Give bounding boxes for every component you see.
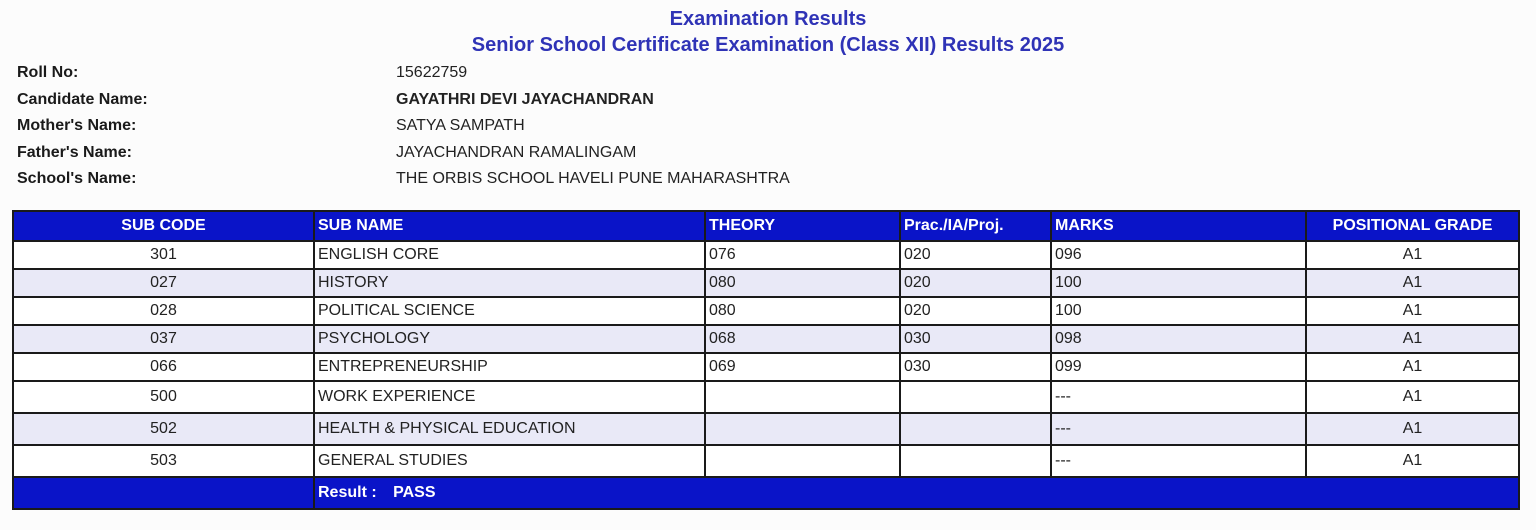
practical-cell — [900, 381, 1051, 413]
theory-cell — [705, 413, 900, 445]
grade-cell: A1 — [1306, 353, 1519, 381]
sub-code-cell: 027 — [13, 269, 314, 297]
result-cell — [314, 477, 1519, 509]
grade-cell: A1 — [1306, 413, 1519, 445]
theory-cell: 068 — [705, 325, 900, 353]
marks-cell: --- — [1051, 413, 1306, 445]
sub-code-cell: 066 — [13, 353, 314, 381]
marks-cell: --- — [1051, 445, 1306, 477]
marks-table — [12, 210, 1520, 510]
table-row — [13, 413, 1519, 445]
sub-name-cell: WORK EXPERIENCE — [314, 381, 705, 413]
marks-cell: 096 — [1051, 241, 1306, 269]
sub-name-cell: HEALTH & PHYSICAL EDUCATION — [314, 413, 705, 445]
theory-cell — [705, 445, 900, 477]
theory-cell: 076 — [705, 241, 900, 269]
father-name-row — [17, 140, 1117, 167]
roll-no-value: 15622759 — [396, 64, 468, 82]
table-header-row — [13, 211, 1519, 241]
practical-cell — [900, 413, 1051, 445]
sub-name-cell: HISTORY — [314, 269, 705, 297]
marks-cell: 098 — [1051, 325, 1306, 353]
table-row — [13, 445, 1519, 477]
mother-name-row — [17, 113, 1117, 140]
father-name-value: JAYACHANDRAN RAMALINGAM — [396, 143, 637, 161]
sub-name-cell: PSYCHOLOGY — [314, 325, 705, 353]
theory-cell: 080 — [705, 269, 900, 297]
school-name-value: THE ORBIS SCHOOL HAVELI PUNE MAHARASHTRA — [396, 170, 790, 188]
table-row — [13, 241, 1519, 269]
marks-cell: 099 — [1051, 353, 1306, 381]
header-theory: THEORY — [705, 211, 900, 241]
grade-cell: A1 — [1306, 445, 1519, 477]
candidate-name-row — [17, 87, 1117, 114]
practical-cell: 030 — [900, 325, 1051, 353]
result-label: Result : — [318, 484, 377, 501]
sub-name-cell: ENGLISH CORE — [314, 241, 705, 269]
candidate-name-value: GAYATHRI DEVI JAYACHANDRAN — [396, 90, 654, 108]
result-row — [13, 477, 1519, 509]
table-row — [13, 353, 1519, 381]
sub-name-cell: GENERAL STUDIES — [314, 445, 705, 477]
practical-cell: 020 — [900, 269, 1051, 297]
sub-code-cell: 037 — [13, 325, 314, 353]
mother-name-label: Mother's Name: — [17, 117, 137, 135]
header-practical: Prac./IA/Proj. — [900, 211, 1051, 241]
result-value: PASS — [393, 484, 436, 501]
school-name-row — [17, 166, 1117, 193]
sub-name-cell: POLITICAL SCIENCE — [314, 297, 705, 325]
mother-name-value: SATYA SAMPATH — [396, 117, 525, 135]
table-row — [13, 297, 1519, 325]
roll-no-row — [17, 60, 1117, 87]
page-title: Examination Results — [669, 8, 867, 30]
grade-cell: A1 — [1306, 269, 1519, 297]
theory-cell: 069 — [705, 353, 900, 381]
sub-code-cell: 503 — [13, 445, 314, 477]
grade-cell: A1 — [1306, 381, 1519, 413]
practical-cell: 020 — [900, 297, 1051, 325]
marks-cell: 100 — [1051, 269, 1306, 297]
school-name-label: School's Name: — [17, 170, 137, 188]
father-name-label: Father's Name: — [17, 143, 132, 161]
practical-cell: 020 — [900, 241, 1051, 269]
page-subtitle: Senior School Certificate Examination (Class XII) Results 2025 — [471, 34, 1065, 56]
header-sub-name: SUB NAME — [314, 211, 705, 241]
candidate-info — [17, 60, 1117, 193]
header-marks: MARKS — [1051, 211, 1306, 241]
table-row — [13, 381, 1519, 413]
sub-code-cell: 500 — [13, 381, 314, 413]
result-spacer-cell — [13, 477, 314, 509]
grade-cell: A1 — [1306, 297, 1519, 325]
sub-code-cell: 028 — [13, 297, 314, 325]
grade-cell: A1 — [1306, 241, 1519, 269]
candidate-name-label: Candidate Name: — [17, 90, 148, 108]
header-positional-grade: POSITIONAL GRADE — [1306, 211, 1519, 241]
table-row — [13, 269, 1519, 297]
grade-cell: A1 — [1306, 325, 1519, 353]
marks-cell: --- — [1051, 381, 1306, 413]
practical-cell: 030 — [900, 353, 1051, 381]
sub-code-cell: 502 — [13, 413, 314, 445]
sub-name-cell: ENTREPRENEURSHIP — [314, 353, 705, 381]
theory-cell — [705, 381, 900, 413]
marks-cell: 100 — [1051, 297, 1306, 325]
header-sub-code: SUB CODE — [13, 211, 314, 241]
theory-cell: 080 — [705, 297, 900, 325]
roll-no-label: Roll No: — [17, 64, 79, 82]
practical-cell — [900, 445, 1051, 477]
sub-code-cell: 301 — [13, 241, 314, 269]
table-row — [13, 325, 1519, 353]
